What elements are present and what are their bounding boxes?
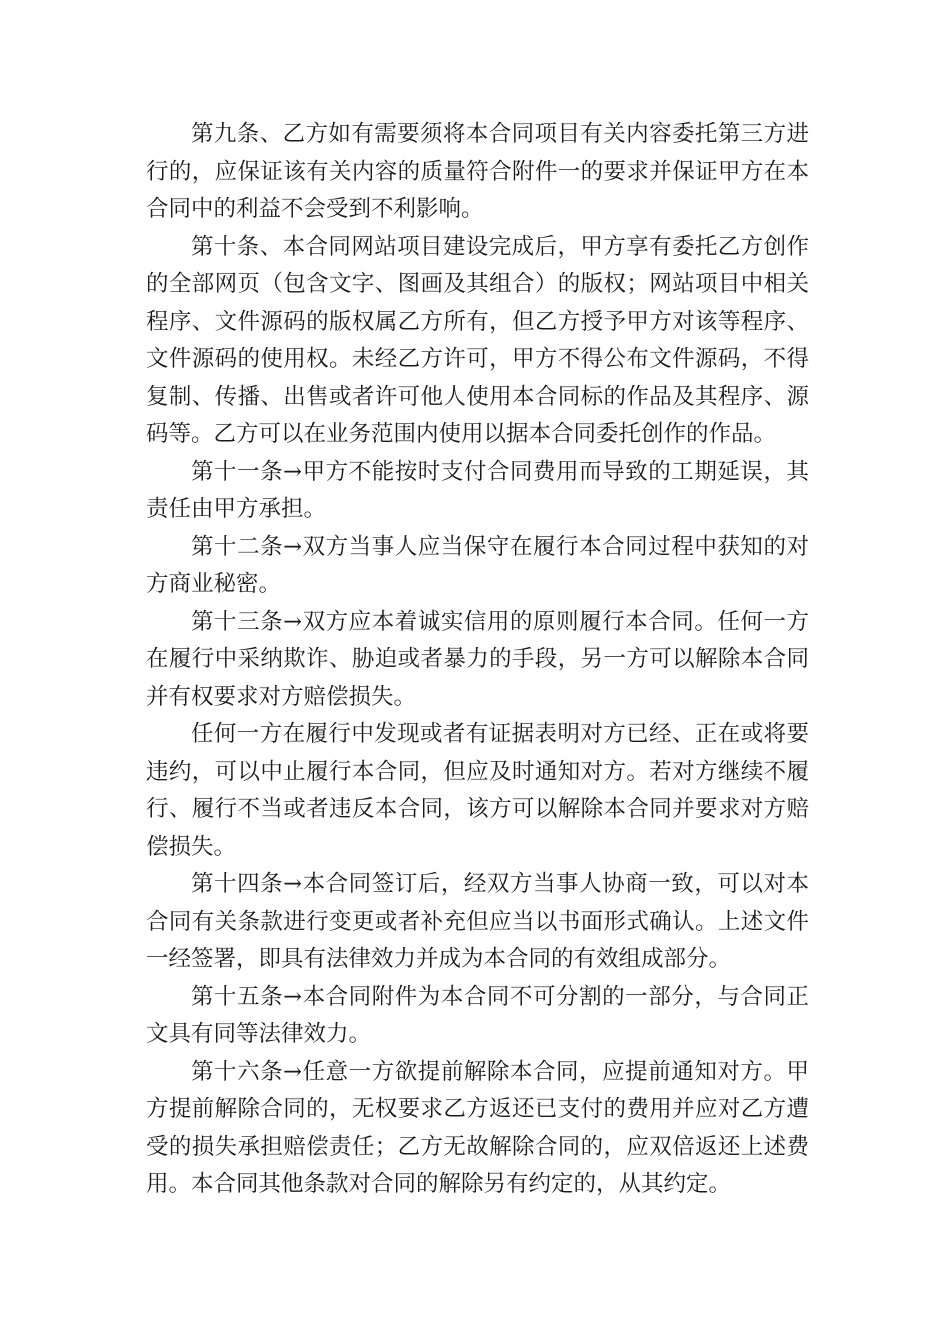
- clause-12-paragraph: 第十二条→双方当事人应当保守在履行本合同过程中获知的对方商业秘密。: [146, 533, 809, 597]
- clause-16-paragraph: 第十六条→任意一方欲提前解除本合同，应提前通知对方。甲方提前解除合同的，无权要求乙方返还已支付的费用并应对乙方遭受的损失承担赔偿责任；乙方无故解除合同的，应双倍返还上述费用。本合同其他条款对合同的解除另有约定的，从其约定。: [146, 1058, 809, 1197]
- contract-body: [146, 116, 809, 1204]
- clause-13-continuation-paragraph: 任何一方在履行中发现或者有证据表明对方已经、正在或将要违约，可以中止履行本合同，但应及时通知对方。若对方继续不履行、履行不当或者违反本合同，该方可以解除本合同并要求对方赔偿损失。: [146, 721, 809, 860]
- clause-10-paragraph: 第十条、本合同网站项目建设完成后，甲方享有委托乙方创作的全部网页（包含文字、图画及其组合）的版权；网站项目中相关程序、文件源码的版权属乙方所有，但乙方授予甲方对该等程序、文件源码的使用权。未经乙方许可，甲方不得公布文件源码，不得复制、传播、出售或者许可他人使用本合同标的作品及其程序、源码等。乙方可以在业务范围内使用以据本合同委托创作的作品。: [146, 233, 809, 447]
- clause-13-paragraph: 第十三条→双方应本着诚实信用的原则履行本合同。任何一方在履行中采纳欺诈、胁迫或者暴力的手段，另一方可以解除本合同并有权要求对方赔偿损失。: [146, 608, 809, 710]
- clause-11-paragraph: 第十一条→甲方不能按时支付合同费用而导致的工期延误，其责任由甲方承担。: [146, 458, 809, 522]
- clause-14-paragraph: 第十四条→本合同签订后，经双方当事人协商一致，可以对本合同有关条款进行变更或者补充但应当以书面形式确认。上述文件一经签署，即具有法律效力并成为本合同的有效组成部分。: [146, 871, 809, 972]
- clause-9-paragraph: 第九条、乙方如有需要须将本合同项目有关内容委托第三方进行的，应保证该有关内容的质量符合附件一的要求并保证甲方在本合同中的利益不会受到不利影响。: [146, 121, 809, 222]
- clause-15-paragraph: 第十五条→本合同附件为本合同不可分割的一部分，与合同正文具有同等法律效力。: [146, 983, 809, 1047]
